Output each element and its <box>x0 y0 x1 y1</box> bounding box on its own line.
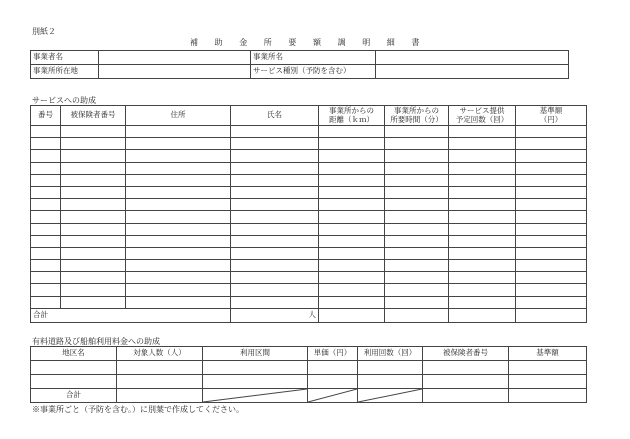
table-cell[interactable] <box>449 272 516 284</box>
table-cell[interactable] <box>516 138 587 150</box>
table-cell[interactable] <box>126 186 231 198</box>
table-cell[interactable] <box>385 199 449 211</box>
table-cell[interactable] <box>231 199 319 211</box>
table-cell[interactable] <box>31 126 61 138</box>
toll-total-section-na <box>203 389 308 403</box>
service-total-distance[interactable] <box>319 308 385 322</box>
table-cell[interactable] <box>31 296 61 308</box>
table-cell[interactable] <box>126 211 231 223</box>
table-cell[interactable] <box>31 284 61 296</box>
table-cell[interactable] <box>516 199 587 211</box>
table-cell[interactable] <box>423 361 509 375</box>
table-cell[interactable] <box>449 235 516 247</box>
table-cell[interactable] <box>231 174 319 186</box>
table-cell[interactable] <box>385 138 449 150</box>
table-cell[interactable] <box>231 223 319 235</box>
table-cell[interactable] <box>61 186 126 198</box>
col-planned-visits: サービス提供 予定回数（回） <box>449 106 516 126</box>
col-usage-count: 利用回数（回） <box>358 347 423 361</box>
table-cell[interactable] <box>385 284 449 296</box>
table-cell[interactable] <box>126 150 231 162</box>
diagonal-slash <box>358 389 422 402</box>
table-cell[interactable] <box>385 235 449 247</box>
office-name-value[interactable] <box>376 51 569 65</box>
table-cell[interactable] <box>31 247 61 259</box>
table-cell[interactable] <box>516 296 587 308</box>
col-toll-insured-number: 被保険者番号 <box>423 347 509 361</box>
table-row <box>31 211 587 223</box>
table-cell[interactable] <box>126 126 231 138</box>
diagonal-slash <box>203 389 307 402</box>
table-cell[interactable] <box>231 126 319 138</box>
table-cell[interactable] <box>231 138 319 150</box>
table-row <box>31 174 587 186</box>
table-cell[interactable] <box>126 272 231 284</box>
table-cell[interactable] <box>385 247 449 259</box>
service-total-time[interactable] <box>385 308 449 322</box>
table-cell[interactable] <box>117 361 203 375</box>
table-cell[interactable] <box>449 150 516 162</box>
service-total-amount[interactable] <box>516 308 587 322</box>
service-type-value[interactable] <box>376 65 569 79</box>
table-cell[interactable] <box>31 162 61 174</box>
diagonal-slash <box>308 389 357 402</box>
service-section-heading: サービスへの助成 <box>32 96 96 105</box>
table-cell[interactable] <box>449 296 516 308</box>
table-cell[interactable] <box>385 272 449 284</box>
table-cell[interactable] <box>319 272 385 284</box>
provider-address-label: 事業所所在地 <box>31 65 99 79</box>
toll-total-label: 合計 <box>31 389 117 403</box>
table-cell[interactable] <box>319 186 385 198</box>
table-cell[interactable] <box>61 235 126 247</box>
table-cell[interactable] <box>61 150 126 162</box>
document-title: 補 助 金 所 要 額 調 明 細 書 <box>190 38 420 47</box>
table-cell[interactable] <box>319 138 385 150</box>
table-cell[interactable] <box>31 223 61 235</box>
footnote: ※事業所ごと（予防を含む。）に別葉で作成してください。 <box>32 405 244 414</box>
table-cell[interactable] <box>319 260 385 272</box>
table-cell[interactable] <box>31 138 61 150</box>
table-cell[interactable] <box>308 361 358 375</box>
table-cell[interactable] <box>385 260 449 272</box>
office-name-label: 事業所名 <box>251 51 376 65</box>
table-cell[interactable] <box>31 272 61 284</box>
service-table <box>30 105 587 323</box>
table-cell[interactable] <box>31 199 61 211</box>
table-cell[interactable] <box>61 247 126 259</box>
table-cell[interactable] <box>126 296 231 308</box>
table-cell[interactable] <box>31 260 61 272</box>
col-standard-amount: 基準額 （円） <box>516 106 587 126</box>
table-cell[interactable] <box>61 223 126 235</box>
table-cell[interactable] <box>385 162 449 174</box>
table-cell[interactable] <box>319 150 385 162</box>
table-row <box>31 284 587 296</box>
table-cell[interactable] <box>319 199 385 211</box>
table-cell[interactable] <box>516 235 587 247</box>
table-cell[interactable] <box>231 284 319 296</box>
table-row <box>31 199 587 211</box>
table-cell[interactable] <box>516 284 587 296</box>
table-cell[interactable] <box>516 211 587 223</box>
toll-total-price-na <box>308 389 358 403</box>
table-cell[interactable] <box>61 162 126 174</box>
table-cell[interactable] <box>319 235 385 247</box>
table-cell[interactable] <box>126 223 231 235</box>
table-cell[interactable] <box>319 284 385 296</box>
table-cell[interactable] <box>319 223 385 235</box>
table-row <box>31 162 587 174</box>
table-cell[interactable] <box>509 361 587 375</box>
table-cell[interactable] <box>516 126 587 138</box>
table-cell[interactable] <box>385 186 449 198</box>
table-cell[interactable] <box>385 150 449 162</box>
service-total-visits[interactable] <box>449 308 516 322</box>
table-cell[interactable] <box>449 260 516 272</box>
table-cell[interactable] <box>231 150 319 162</box>
table-cell[interactable] <box>61 272 126 284</box>
table-cell[interactable] <box>358 361 423 375</box>
provider-name-label: 事業者名 <box>31 51 99 65</box>
table-cell[interactable] <box>423 375 509 389</box>
col-usage-section: 利用区間 <box>203 347 308 361</box>
table-cell[interactable] <box>126 174 231 186</box>
col-travel-time: 事業所からの 所要時間（分） <box>385 106 449 126</box>
table-cell[interactable] <box>61 174 126 186</box>
table-cell[interactable] <box>31 211 61 223</box>
table-row <box>31 296 587 308</box>
table-cell[interactable] <box>61 260 126 272</box>
provider-address-value[interactable] <box>99 65 251 79</box>
table-cell[interactable] <box>61 296 126 308</box>
col-insured-number: 被保険者番号 <box>61 106 126 126</box>
col-district: 地区名 <box>31 347 117 361</box>
toll-total-amount[interactable] <box>509 389 587 403</box>
service-total-label: 合計 <box>31 308 231 322</box>
provider-info-table <box>30 50 569 79</box>
table-cell[interactable] <box>516 162 587 174</box>
table-cell[interactable] <box>126 162 231 174</box>
table-cell[interactable] <box>449 199 516 211</box>
table-cell[interactable] <box>31 375 117 389</box>
table-cell[interactable] <box>449 174 516 186</box>
table-row <box>31 186 587 198</box>
table-cell[interactable] <box>509 375 587 389</box>
table-cell[interactable] <box>319 247 385 259</box>
table-cell[interactable] <box>61 126 126 138</box>
table-cell[interactable] <box>231 260 319 272</box>
table-cell[interactable] <box>231 235 319 247</box>
table-cell[interactable] <box>319 174 385 186</box>
toll-section-heading: 有料道路及び船舶利用料金への助成 <box>32 337 160 346</box>
col-name: 氏名 <box>231 106 319 126</box>
col-distance: 事業所からの 距離（ｋｍ） <box>319 106 385 126</box>
table-cell[interactable] <box>231 272 319 284</box>
col-toll-standard-amount: 基準額 <box>509 347 587 361</box>
table-cell[interactable] <box>117 375 203 389</box>
table-row <box>31 150 587 162</box>
table-cell[interactable] <box>61 138 126 150</box>
table-cell[interactable] <box>516 247 587 259</box>
table-cell[interactable] <box>31 235 61 247</box>
table-cell[interactable] <box>126 247 231 259</box>
table-cell[interactable] <box>449 223 516 235</box>
toll-table <box>30 346 587 403</box>
table-cell[interactable] <box>203 375 308 389</box>
table-cell[interactable] <box>449 138 516 150</box>
table-cell[interactable] <box>31 174 61 186</box>
table-cell[interactable] <box>231 211 319 223</box>
table-cell[interactable] <box>449 186 516 198</box>
col-unit-price: 単価（円） <box>308 347 358 361</box>
table-cell[interactable] <box>126 284 231 296</box>
table-cell[interactable] <box>319 211 385 223</box>
table-cell[interactable] <box>319 126 385 138</box>
table-row <box>31 138 587 150</box>
table-cell[interactable] <box>231 247 319 259</box>
table-cell[interactable] <box>449 247 516 259</box>
table-cell[interactable] <box>61 199 126 211</box>
table-cell[interactable] <box>31 361 117 375</box>
table-row <box>31 247 587 259</box>
table-cell[interactable] <box>516 272 587 284</box>
table-cell[interactable] <box>231 186 319 198</box>
table-cell[interactable] <box>126 138 231 150</box>
toll-table-header <box>31 347 587 361</box>
table-row <box>31 126 587 138</box>
provider-name-value[interactable] <box>99 51 251 65</box>
table-cell[interactable] <box>61 211 126 223</box>
table-cell[interactable] <box>385 211 449 223</box>
table-row <box>31 235 587 247</box>
table-cell[interactable] <box>385 223 449 235</box>
table-cell[interactable] <box>449 126 516 138</box>
table-row <box>31 260 587 272</box>
table-cell[interactable] <box>516 223 587 235</box>
table-row <box>31 272 587 284</box>
table-cell[interactable] <box>358 375 423 389</box>
table-cell[interactable] <box>449 162 516 174</box>
toll-total-row <box>31 389 587 403</box>
col-target-persons: 対象人数（人） <box>117 347 203 361</box>
table-cell[interactable] <box>319 296 385 308</box>
table-cell[interactable] <box>516 186 587 198</box>
table-cell[interactable] <box>61 284 126 296</box>
table-cell[interactable] <box>516 174 587 186</box>
table-cell[interactable] <box>126 260 231 272</box>
service-table-header <box>31 106 587 126</box>
service-total-row <box>31 308 587 322</box>
table-cell[interactable] <box>126 235 231 247</box>
table-row <box>31 361 587 375</box>
table-row <box>31 223 587 235</box>
table-cell[interactable] <box>126 199 231 211</box>
toll-total-insured[interactable] <box>423 389 509 403</box>
table-cell[interactable] <box>203 361 308 375</box>
table-cell[interactable] <box>449 284 516 296</box>
col-number: 番号 <box>31 106 61 126</box>
table-cell[interactable] <box>385 174 449 186</box>
table-cell[interactable] <box>308 375 358 389</box>
table-cell[interactable] <box>516 260 587 272</box>
table-cell[interactable] <box>31 186 61 198</box>
col-address: 住所 <box>126 106 231 126</box>
table-cell[interactable] <box>319 162 385 174</box>
service-total-persons-unit: 人 <box>231 308 319 322</box>
table-cell[interactable] <box>385 296 449 308</box>
table-cell[interactable] <box>231 296 319 308</box>
table-row <box>31 375 587 389</box>
table-cell[interactable] <box>385 126 449 138</box>
attachment-label: 別紙２ <box>32 27 56 36</box>
table-cell[interactable] <box>231 162 319 174</box>
service-type-label: サービス種別（予防を含む） <box>251 65 376 79</box>
toll-total-count-na <box>358 389 423 403</box>
table-cell[interactable] <box>449 211 516 223</box>
toll-total-persons[interactable] <box>117 389 203 403</box>
table-cell[interactable] <box>31 150 61 162</box>
table-cell[interactable] <box>516 150 587 162</box>
